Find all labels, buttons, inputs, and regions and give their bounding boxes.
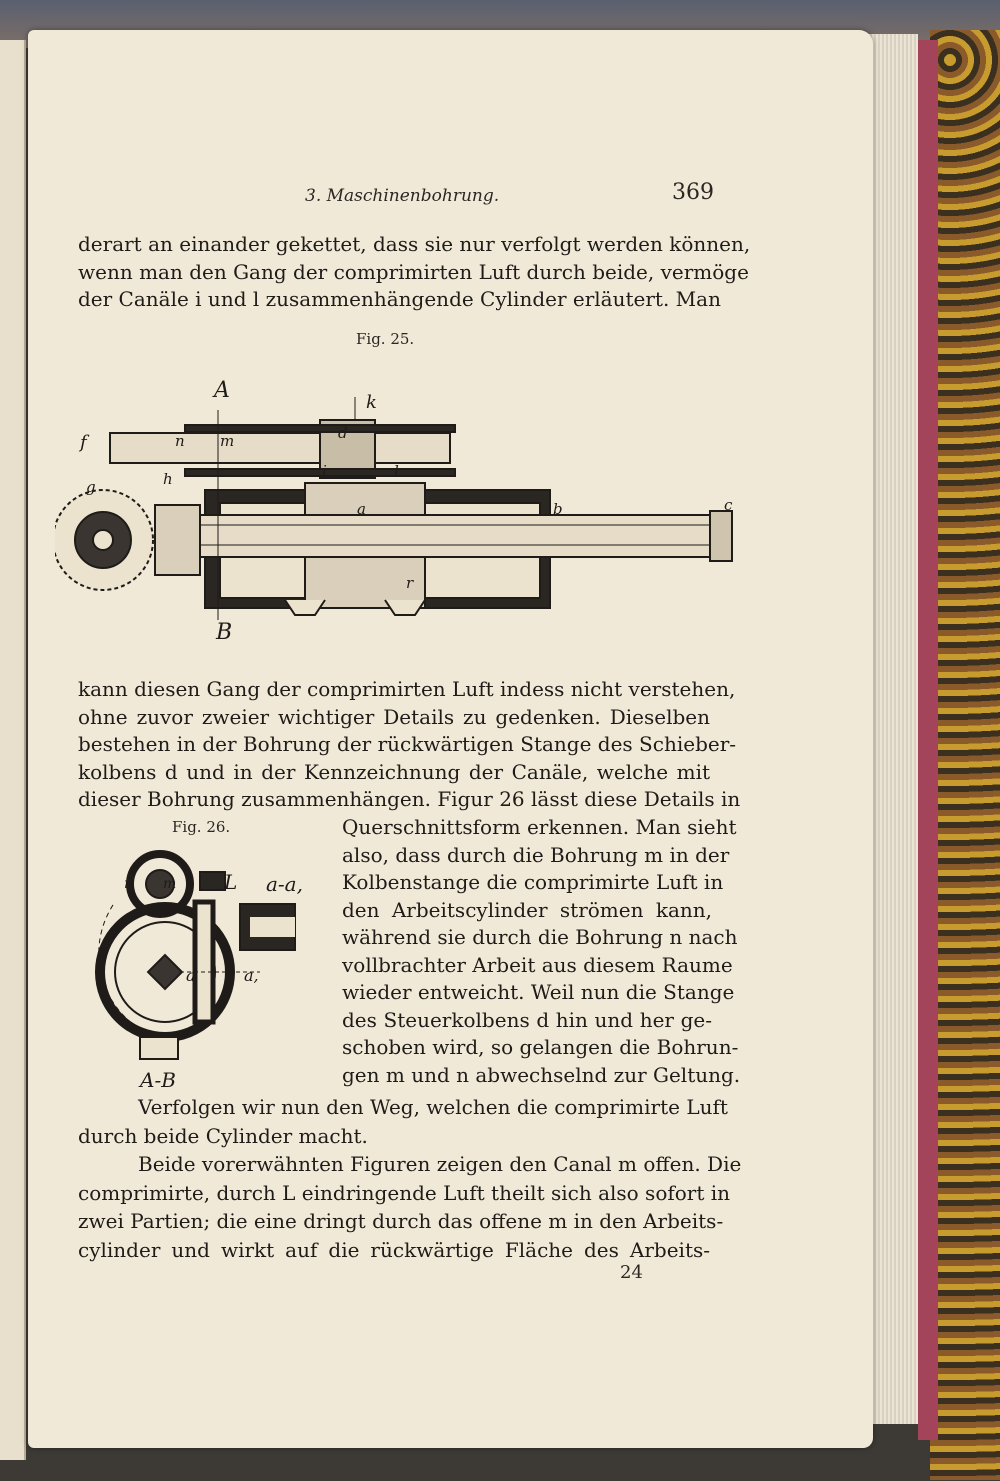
text-line: den Arbeitscylinder strömen kann, — [342, 897, 712, 922]
fig26-label-aa: a-a, — [266, 872, 303, 896]
text-line: also, dass durch die Bohrung m in der — [342, 842, 730, 867]
text-line: kann diesen Gang der comprimirten Luft indess nicht verstehen, — [78, 677, 736, 701]
text-line: kolbens d und in der Kennzeichnung der Canäle, welche mit — [78, 759, 710, 784]
fig25-label-h: h — [163, 470, 173, 488]
text-line: Querschnittsform erkennen. Man sieht — [342, 815, 737, 839]
fig25-label-g: g — [86, 478, 96, 496]
fig26-label-AB: A-B — [140, 1068, 176, 1092]
text-line: comprimirte, durch L eindringende Luft theilt sich also sofort in — [78, 1180, 731, 1205]
text-line: durch beide Cylinder macht. — [78, 1123, 368, 1148]
text-line: Kolbenstange die comprimirte Luft in — [342, 870, 724, 894]
fig26-label-m: m — [163, 876, 177, 892]
text-line: ohne zuvor zweier wichtiger Details zu gedenken. Dieselben — [78, 704, 710, 729]
fig25-label-r: r — [406, 574, 414, 592]
page-number: 369 — [672, 180, 714, 205]
fig25-label-m: m — [220, 432, 235, 450]
fig25-label-k: k — [366, 392, 377, 413]
fig25-label-l: l — [394, 462, 399, 480]
fig25-label-b: b — [553, 500, 563, 518]
text-line: cylinder und wirkt auf die rückwärtige Fläche des Arbeits- — [78, 1237, 710, 1262]
text-line: Verfolgen wir nun den Weg, welchen die comprimirte Luft — [138, 1095, 728, 1119]
text-line: zwei Partien; die eine dringt durch das offene m in den Arbeits- — [78, 1209, 724, 1233]
text-line: schoben wird, so gelangen die Bohrun- — [342, 1035, 739, 1059]
text-line: wenn man den Gang der comprimirten Luft durch beide, vermöge — [78, 259, 749, 284]
fig25-label-d: d — [338, 424, 348, 442]
text-line: bestehen in der Bohrung der rückwärtigen Stange des Schieber- — [78, 732, 737, 756]
fig25-label-c: c — [724, 496, 733, 514]
cover-spine-edge — [918, 40, 938, 1440]
fig25-label-i: i — [322, 462, 327, 480]
signature-mark: 24 — [620, 1262, 643, 1283]
marbled-cover — [930, 30, 1000, 1480]
text-line: während sie durch die Bohrung n nach — [342, 925, 738, 949]
text-line: derart an einander gekettet, dass sie nur verfolgt werden können, — [78, 232, 751, 256]
fig26-label-n: n — [124, 876, 134, 892]
fig25-label-a: a — [357, 500, 366, 518]
fig25-drawing — [55, 385, 745, 645]
fig25-piston-rod — [195, 515, 725, 557]
running-head: 3. Maschinenbohrung. — [305, 186, 500, 206]
fig26-label-a: a — [186, 966, 196, 985]
previous-page-edge — [0, 40, 26, 1460]
fig26-label-L: L — [224, 870, 238, 894]
text-line: wieder entweicht. Weil nun die Stange — [342, 980, 735, 1004]
fig26-label-a-comma: a, — [244, 966, 259, 985]
fig25-label-n: n — [175, 432, 185, 450]
fig25-label-B: B — [216, 620, 233, 645]
fig26-caption: Fig. 26. — [172, 818, 231, 836]
text-line: Beide vorerwähnten Figuren zeigen den Canal m offen. Die — [138, 1152, 742, 1176]
fig25-valve-rod — [110, 433, 450, 463]
text-line: des Steuerkolbens d hin und her ge- — [342, 1007, 712, 1032]
fig25-label-f: f — [80, 432, 87, 453]
text-line: vollbrachter Arbeit aus diesem Raume — [342, 952, 733, 977]
text-line: gen m und n abwechselnd zur Geltung. — [342, 1062, 741, 1087]
fig25-caption: Fig. 25. — [356, 330, 415, 348]
text-line: dieser Bohrung zusammenhängen. Figur 26 lässt diese Details in — [78, 787, 741, 811]
fig25-label-A: A — [214, 378, 230, 403]
text-line: der Canäle i und l zusammenhängende Cylinder erläutert. Man — [78, 287, 721, 311]
